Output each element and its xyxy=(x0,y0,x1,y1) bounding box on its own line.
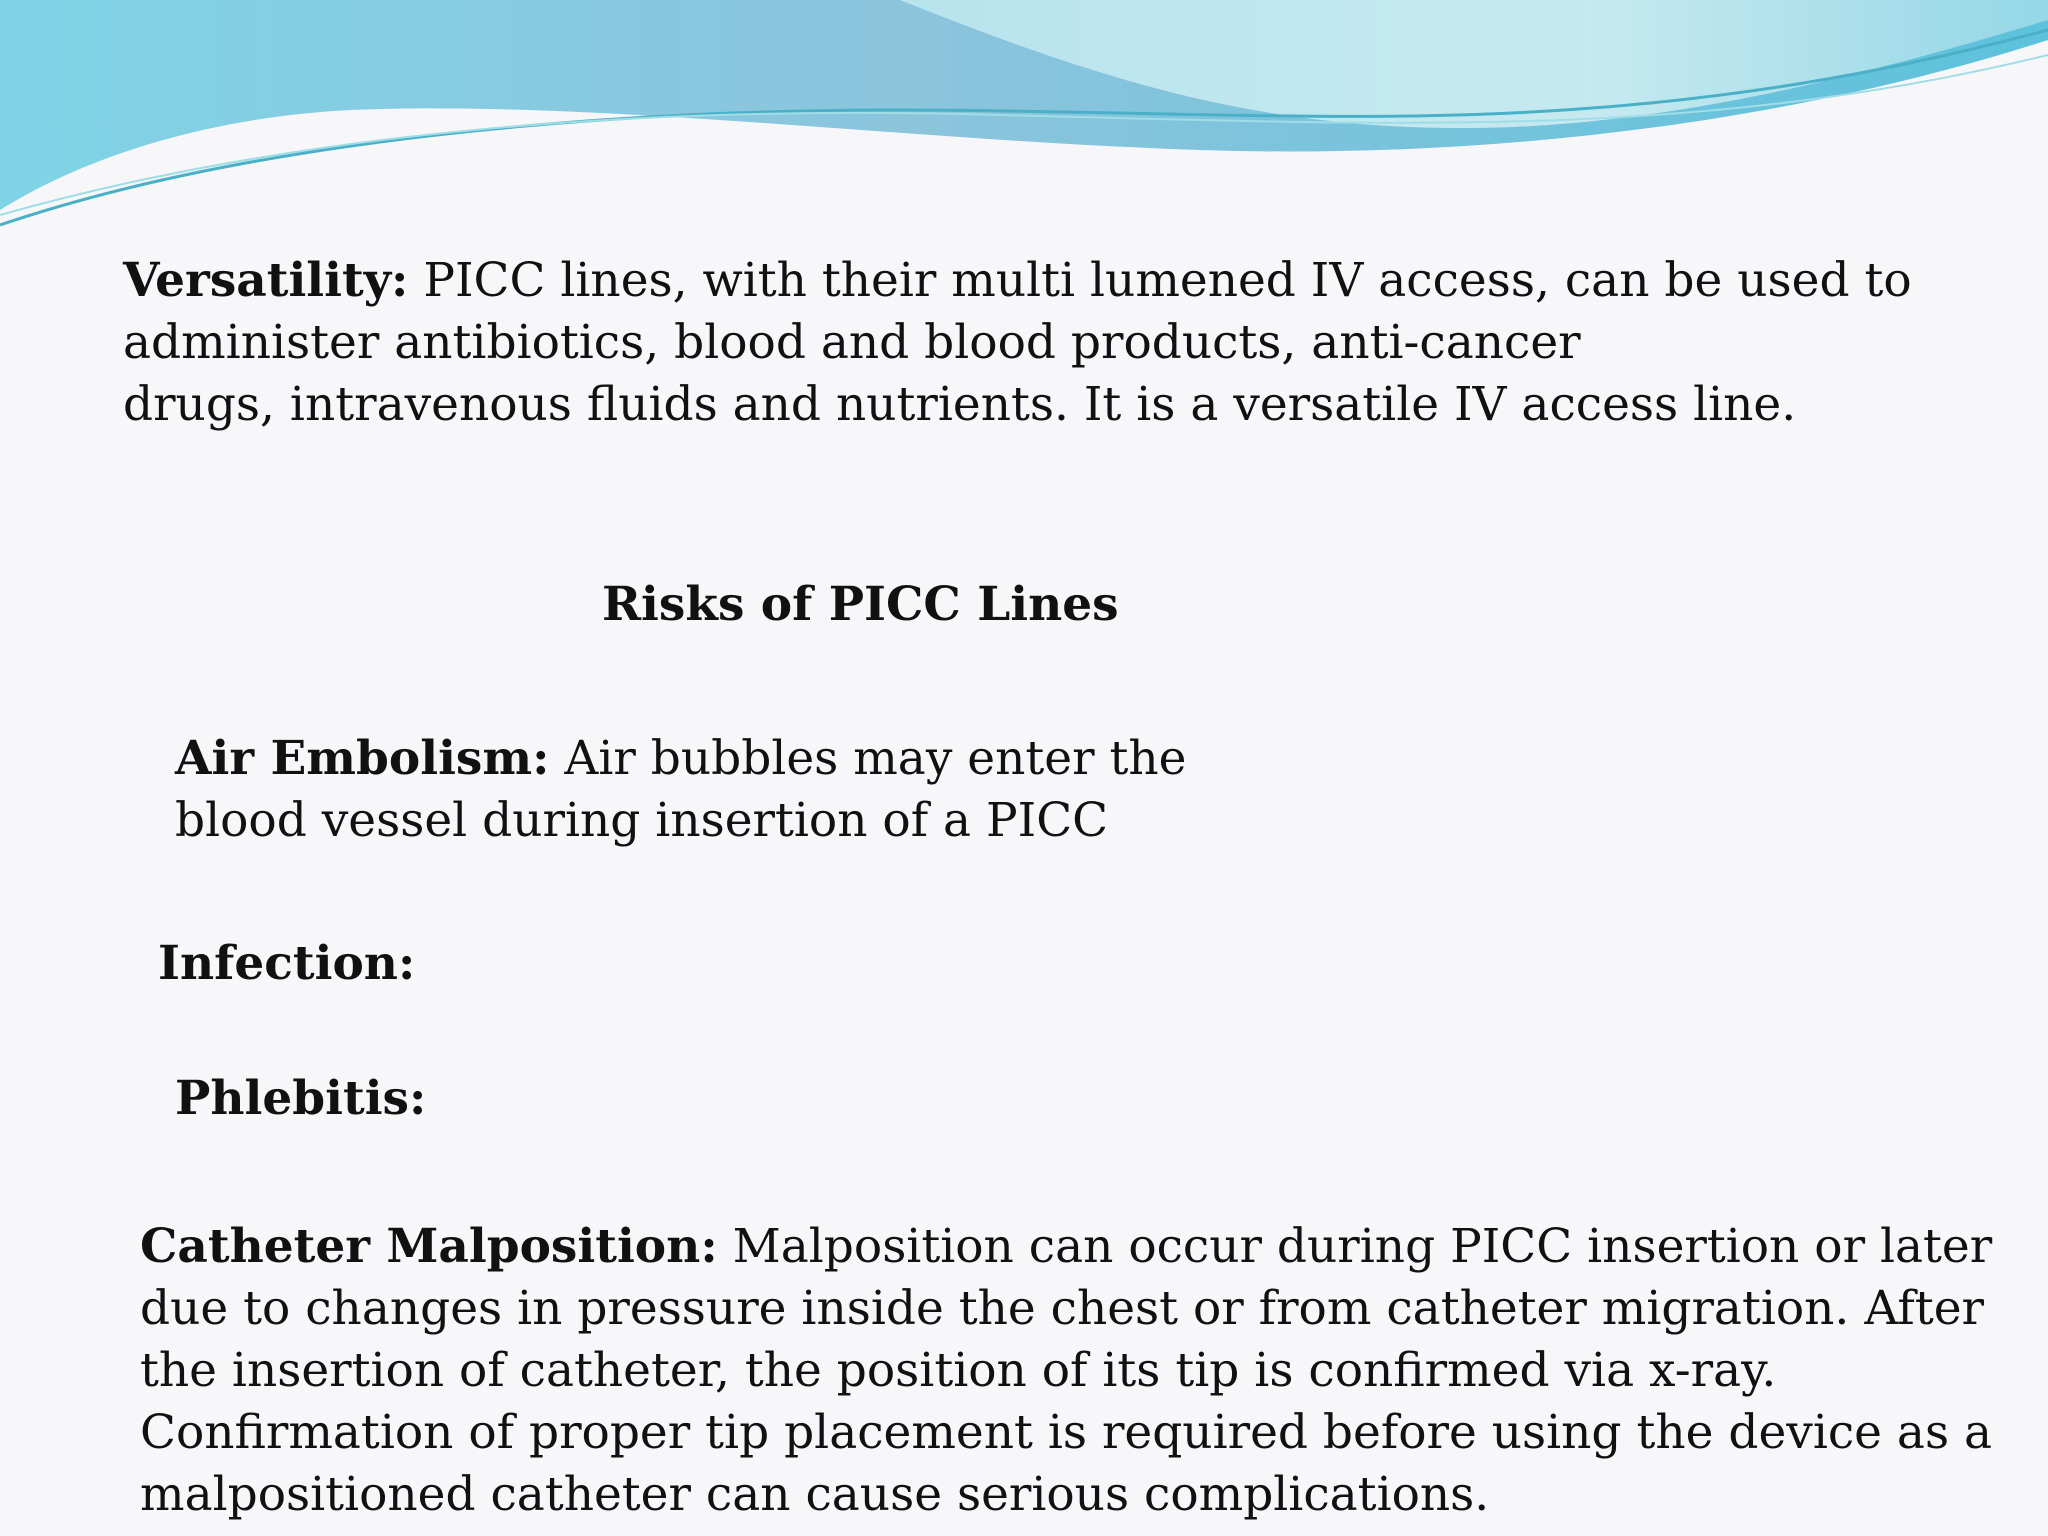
decorative-wave-header xyxy=(0,0,2048,240)
infection-term: Infection: xyxy=(158,936,416,991)
section-heading: Risks of PICC Lines xyxy=(602,577,1119,632)
versatility-line-1: PICC lines, with their multi lumened IV access, can be used to xyxy=(408,253,1912,308)
phlebitis-term: Phlebitis: xyxy=(175,1071,427,1126)
air-embolism-term: Air Embolism: xyxy=(175,731,550,786)
malposition-line-1: Malposition can occur during PICC insertion or later xyxy=(717,1219,1993,1274)
air-embolism-paragraph xyxy=(175,728,1186,852)
versatility-term: Versatility: xyxy=(123,253,409,308)
catheter-malposition-paragraph xyxy=(140,1216,1992,1526)
versatility-line-2: administer antibiotics, blood and blood products, anti-cancer xyxy=(123,315,1581,370)
air-embolism-line-2: blood vessel during insertion of a PICC xyxy=(175,793,1109,848)
malposition-line-3: the insertion of catheter, the position of its tip is confirmed via x-ray. xyxy=(140,1343,1777,1398)
versatility-paragraph xyxy=(123,250,1912,436)
malposition-line-5: malpositioned catheter can cause serious complications. xyxy=(140,1467,1490,1522)
malposition-term: Catheter Malposition: xyxy=(140,1219,718,1274)
malposition-line-4: Confirmation of proper tip placement is required before using the device as a xyxy=(140,1405,1993,1460)
versatility-line-3: drugs, intravenous fluids and nutrients. It is a versatile IV access line. xyxy=(123,377,1797,432)
malposition-line-2: due to changes in pressure inside the chest or from catheter migration. After xyxy=(140,1281,1984,1336)
air-embolism-line-1: Air bubbles may enter the xyxy=(549,731,1187,786)
